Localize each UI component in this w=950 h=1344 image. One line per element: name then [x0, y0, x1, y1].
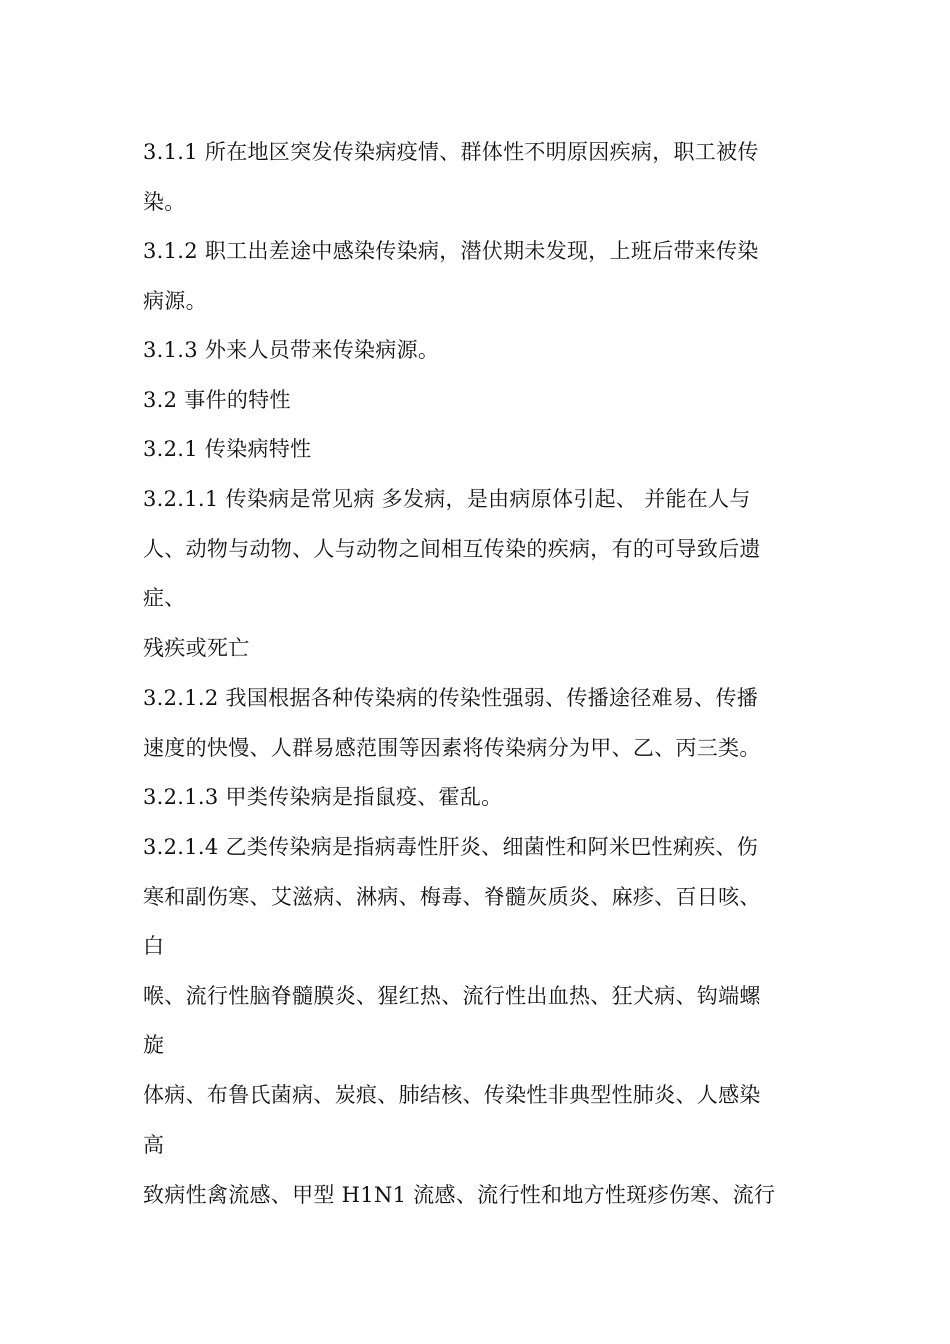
text-line: 残疾或死亡: [143, 636, 250, 660]
text-line: 高: [143, 1133, 165, 1157]
text-line: 3.1.3 外来人员带来传染病源。: [143, 338, 440, 362]
section-heading: 3.2 事件的特性: [143, 388, 291, 412]
text-line: 病源。: [143, 289, 207, 313]
subsection-heading: 3.2.1 传染病特性: [143, 437, 312, 461]
text-line: 3.2.1.3 甲类传染病是指鼠疫、霍乱。: [143, 785, 503, 809]
text-line: 致病性禽流感、甲型 H1N1 流感、流行性和地方性斑疹伤寒、流行: [143, 1183, 776, 1207]
text-line: 旋: [143, 1033, 165, 1057]
text-line: 人、动物与动物、人与动物之间相互传染的疾病，有的可导致后遗: [143, 537, 761, 561]
text-line: 3.2.1.2 我国根据各种传染病的传染性强弱、传播途径难易、传播: [143, 686, 759, 710]
text-line: 体病、布鲁氏菌病、炭痕、肺结核、传染性非典型性肺炎、人感染: [143, 1083, 761, 1107]
text-line: 3.1.1 所在地区突发传染病疫情、群体性不明原因疾病，职工被传: [143, 140, 759, 164]
text-line: 3.2.1.4 乙类传染病是指病毒性肝炎、细菌性和阿米巴性痢疾、伤: [143, 835, 759, 859]
text-line: 喉、流行性脑脊髓膜炎、猩红热、流行性出血热、狂犬病、钩端螺: [143, 984, 761, 1008]
text-line: 3.1.2 职工出差途中感染传染病，潜伏期未发现，上班后带来传染: [143, 239, 759, 263]
text-line: 白: [143, 934, 165, 958]
text-line: 染。: [143, 190, 186, 214]
text-line: 寒和副伤寒、艾滋病、淋病、梅毒、脊髓灰质炎、麻疹、百日咳、: [143, 885, 761, 909]
text-line: 速度的快慢、人群易感范围等因素将传染病分为甲、乙、丙三类。: [143, 736, 761, 760]
text-line: 症、: [143, 586, 186, 610]
text-line: 3.2.1.1 传染病是常见病 多发病，是由病原体引起、 并能在人与: [143, 487, 751, 511]
